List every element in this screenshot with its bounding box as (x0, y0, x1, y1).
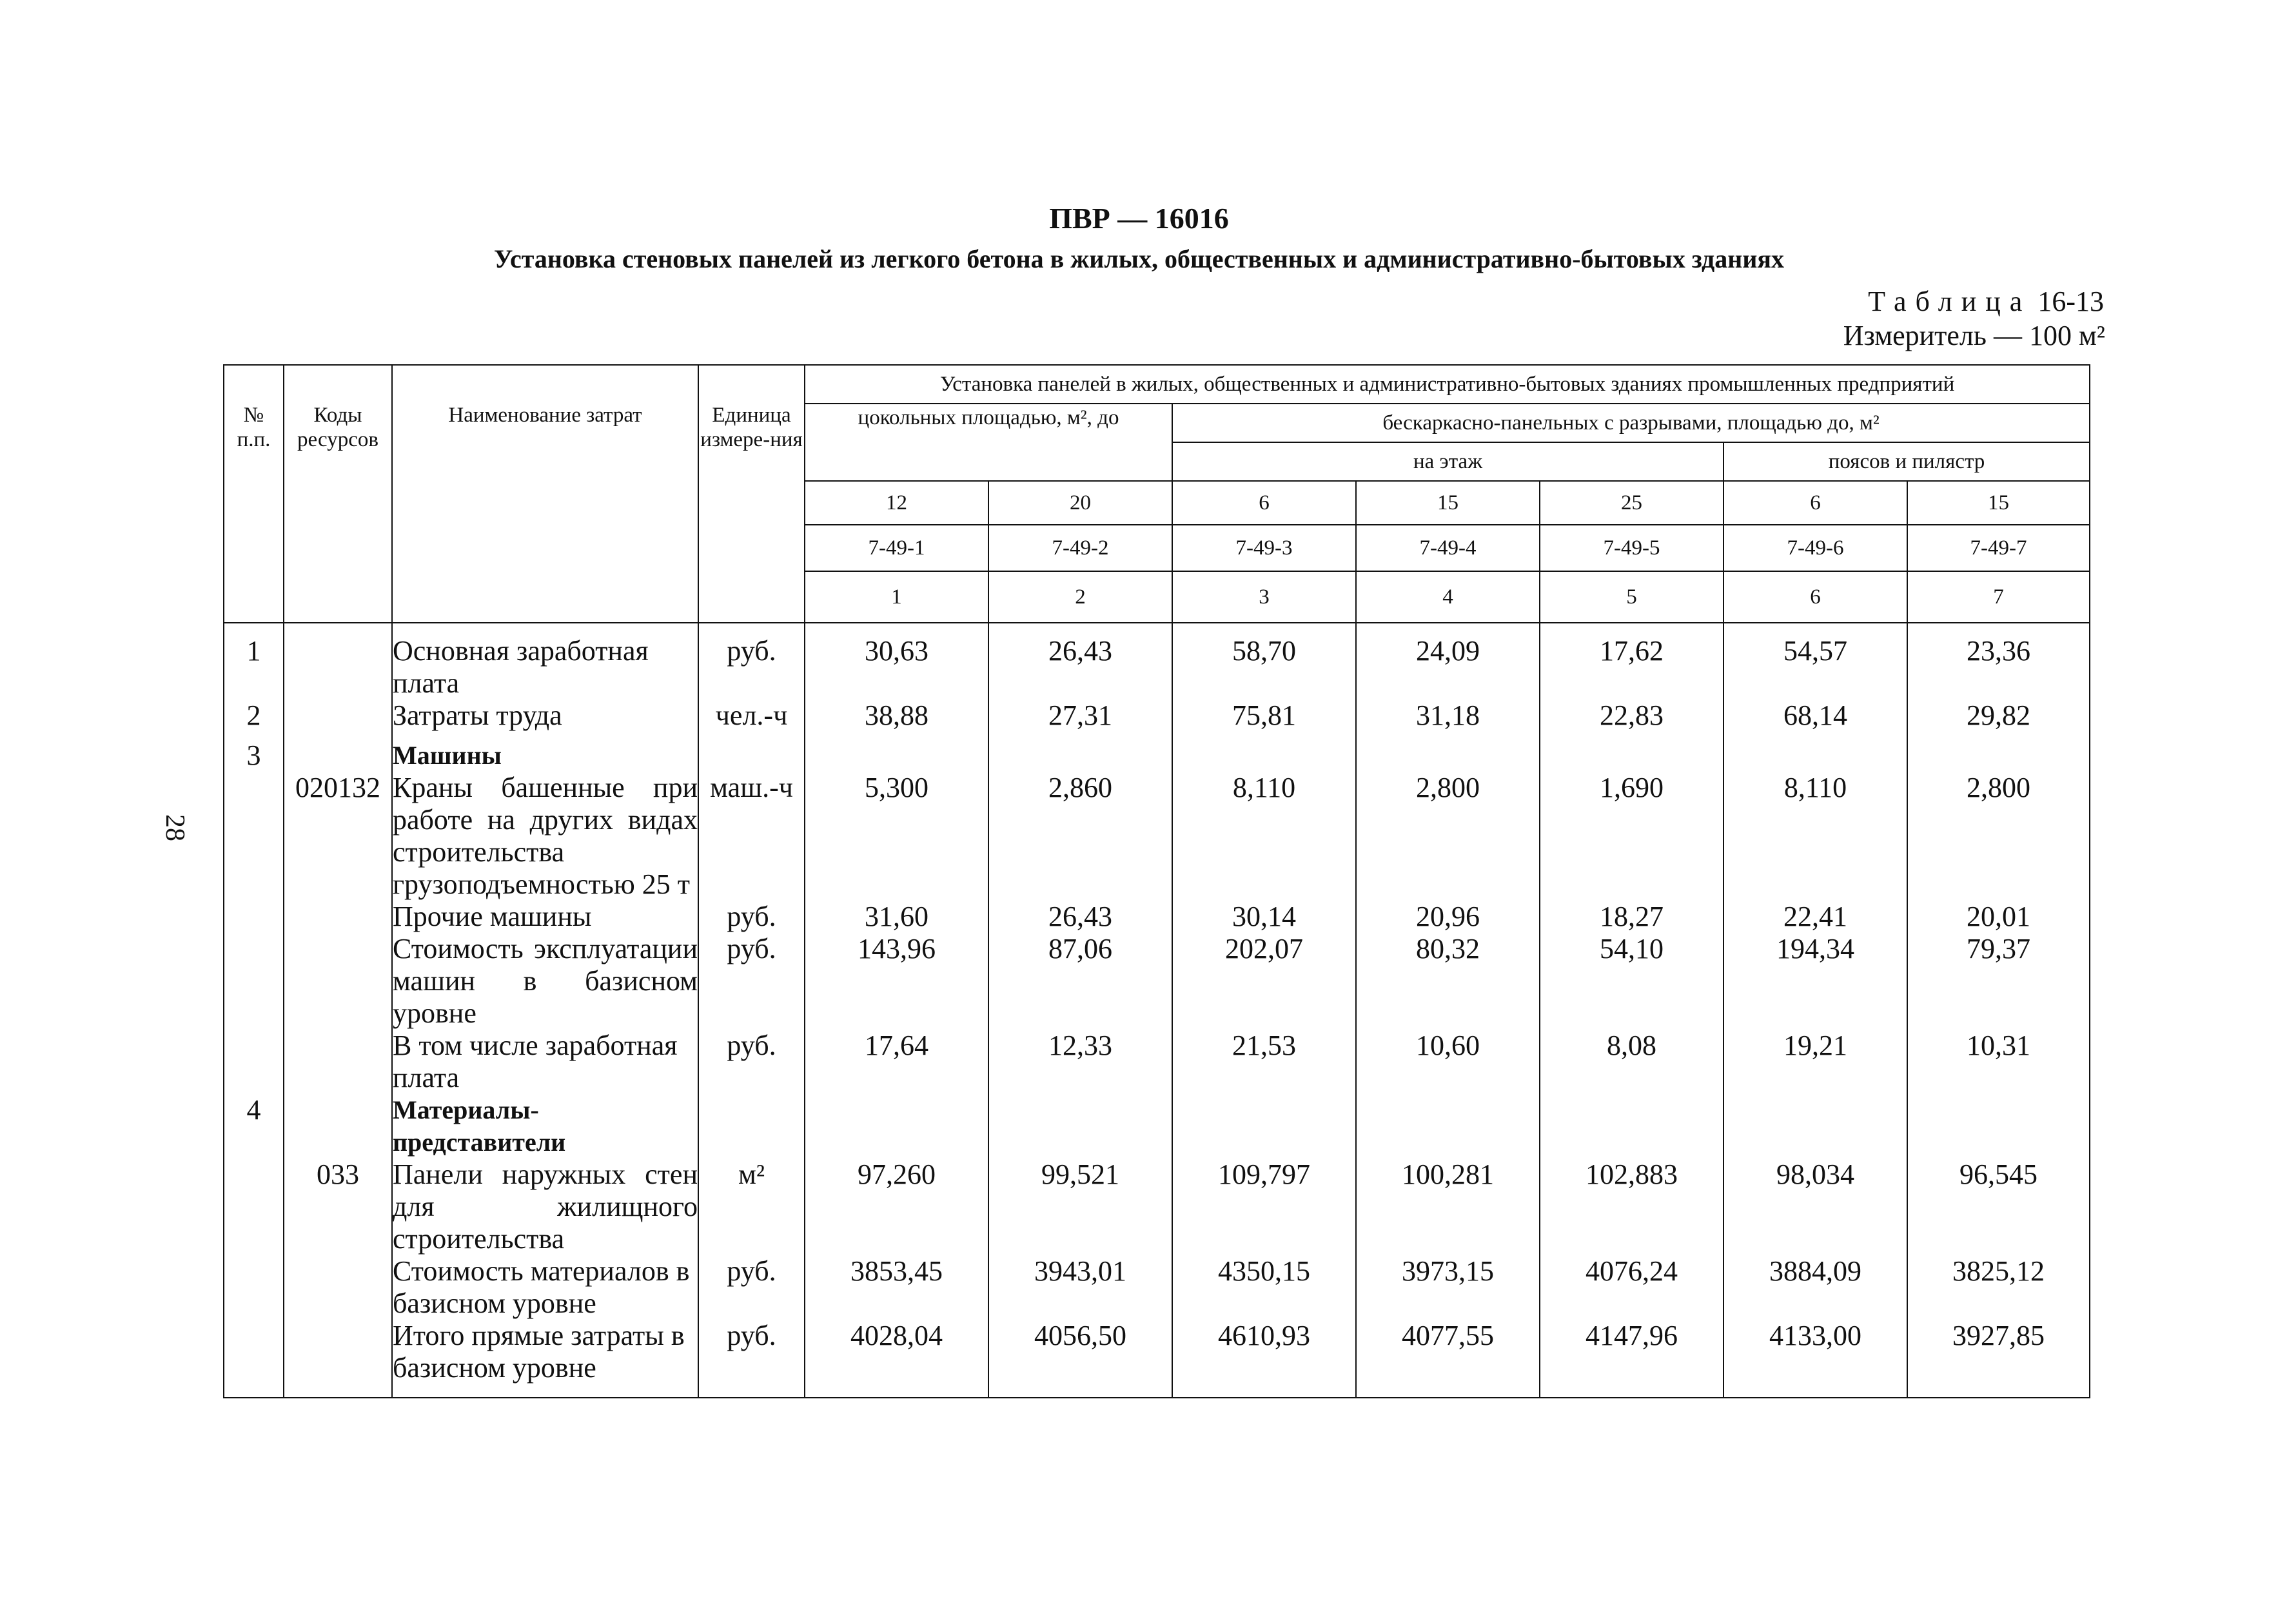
table-number: 16-13 (2037, 286, 2104, 317)
cost-value: 8,110 (1172, 772, 1356, 901)
cost-value: 21,53 (1172, 1030, 1356, 1094)
table-label (1868, 285, 2104, 318)
cost-unit: руб. (698, 1320, 805, 1398)
cost-unit (698, 732, 805, 772)
table-body (224, 623, 2090, 1398)
resource-code (284, 1320, 392, 1398)
header-size: 6 (1172, 481, 1356, 525)
cost-value (1723, 1094, 1907, 1159)
cost-value: 100,281 (1356, 1159, 1540, 1255)
cost-unit: чел.-ч (698, 699, 805, 732)
cost-value: 75,81 (1172, 699, 1356, 732)
cost-name: Основная заработная плата (392, 623, 698, 699)
cost-value (805, 732, 988, 772)
cost-value: 96,545 (1907, 1159, 2090, 1255)
cost-name: Материалы-представители (392, 1094, 698, 1159)
table-row (224, 732, 2090, 772)
cost-value: 3884,09 (1723, 1255, 1907, 1320)
measure-unit: Измеритель — 100 м² (1843, 320, 2105, 351)
cost-value: 30,14 (1172, 901, 1356, 933)
header-rate-code: 7-49-7 (1907, 525, 2090, 571)
cost-value: 26,43 (988, 623, 1172, 699)
cost-value: 10,31 (1907, 1030, 2090, 1094)
cost-value: 80,32 (1356, 933, 1540, 1030)
cost-value: 30,63 (805, 623, 988, 699)
cost-value: 5,300 (805, 772, 988, 901)
cost-value: 194,34 (1723, 933, 1907, 1030)
row-number: 4 (224, 1094, 284, 1159)
header-plinth: цокольных площадью, м², до (805, 404, 1172, 481)
header-frameless: бескаркасно-панельных с разрывами, площадью до, м² (1172, 404, 2090, 442)
document-title: Установка стеновых панелей из легкого бетона в жилых, общественных и административно-бытовых зданиях (493, 244, 1785, 273)
header-rate-code: 7-49-5 (1540, 525, 1723, 571)
resource-code (284, 732, 392, 772)
header-size: 6 (1723, 481, 1907, 525)
header-size: 15 (1907, 481, 2090, 525)
cost-value (1356, 732, 1540, 772)
cost-value: 4133,00 (1723, 1320, 1907, 1398)
cost-value: 23,36 (1907, 623, 2090, 699)
resource-code (284, 623, 392, 699)
cost-value: 4350,15 (1172, 1255, 1356, 1320)
cost-unit: руб. (698, 1255, 805, 1320)
table-row (224, 1094, 2090, 1159)
header-col-num: 3 (1172, 571, 1356, 623)
cost-value (1907, 1094, 2090, 1159)
cost-unit: руб. (698, 933, 805, 1030)
header-name: Наименование затрат (392, 365, 698, 623)
cost-name: Затраты труда (392, 699, 698, 732)
header-size: 12 (805, 481, 988, 525)
header-size: 15 (1356, 481, 1540, 525)
cost-value: 4077,55 (1356, 1320, 1540, 1398)
cost-value: 20,96 (1356, 901, 1540, 933)
cost-value: 31,60 (805, 901, 988, 933)
table-header (224, 365, 2090, 623)
cost-name: В том числе заработная плата (392, 1030, 698, 1094)
cost-value (1172, 1094, 1356, 1159)
header-rate-code: 7-49-3 (1172, 525, 1356, 571)
cost-name: Стоимость эксплуатации машин в базисном уровне (393, 933, 698, 1029)
resource-code (284, 1094, 392, 1159)
cost-value: 8,08 (1540, 1030, 1723, 1094)
cost-value: 19,21 (1723, 1030, 1907, 1094)
cost-value: 31,18 (1356, 699, 1540, 732)
table-row (224, 623, 2090, 699)
cost-value: 109,797 (1172, 1159, 1356, 1255)
row-number (224, 772, 284, 901)
cost-value: 38,88 (805, 699, 988, 732)
cost-value: 18,27 (1540, 901, 1723, 933)
header-size: 25 (1540, 481, 1723, 525)
cost-value: 4056,50 (988, 1320, 1172, 1398)
cost-value: 4147,96 (1540, 1320, 1723, 1398)
cost-unit: м² (698, 1159, 805, 1255)
cost-value: 27,31 (988, 699, 1172, 732)
cost-value (1540, 1094, 1723, 1159)
row-number: 3 (224, 732, 284, 772)
header-col-num: 5 (1540, 571, 1723, 623)
header-belts: поясов и пилястр (1723, 442, 2090, 481)
resource-code (284, 699, 392, 732)
cost-value: 4028,04 (805, 1320, 988, 1398)
cost-value: 3973,15 (1356, 1255, 1540, 1320)
header-col-num: 4 (1356, 571, 1540, 623)
table-row (224, 1320, 2090, 1398)
header-col-num: 7 (1907, 571, 2090, 623)
resource-code (284, 901, 392, 933)
row-number (224, 1159, 284, 1255)
header-size: 20 (988, 481, 1172, 525)
cost-unit: маш.-ч (698, 772, 805, 901)
cost-value: 17,64 (805, 1030, 988, 1094)
table-row (224, 699, 2090, 732)
cost-value: 10,60 (1356, 1030, 1540, 1094)
cost-value: 3825,12 (1907, 1255, 2090, 1320)
header-unit: Единица измере-ния (698, 365, 805, 623)
cost-value: 2,860 (988, 772, 1172, 901)
cost-value: 97,260 (805, 1159, 988, 1255)
resource-code: 033 (284, 1159, 392, 1255)
cost-value: 2,800 (1907, 772, 2090, 901)
row-number: 1 (224, 623, 284, 699)
cost-name: Стоимость материалов в базисном уровне (392, 1255, 698, 1320)
cost-unit (698, 1094, 805, 1159)
cost-value (1356, 1094, 1540, 1159)
cost-value (1540, 732, 1723, 772)
cost-value: 79,37 (1907, 933, 2090, 1030)
cost-value (1907, 732, 2090, 772)
resource-code (284, 933, 392, 1030)
document-code: ПВР — 16016 (1049, 202, 1229, 235)
header-rate-code: 7-49-1 (805, 525, 988, 571)
cost-unit: руб. (698, 1030, 805, 1094)
cost-value: 54,10 (1540, 933, 1723, 1030)
cost-value: 102,883 (1540, 1159, 1723, 1255)
row-number (224, 1030, 284, 1094)
row-number (224, 901, 284, 933)
header-per-floor: на этаж (1172, 442, 1723, 481)
header-col-num: 2 (988, 571, 1172, 623)
cost-value: 1,690 (1540, 772, 1723, 901)
row-number (224, 933, 284, 1030)
cost-value (1723, 732, 1907, 772)
page-number: 28 (160, 814, 190, 841)
cost-value: 8,110 (1723, 772, 1907, 901)
cost-value: 202,07 (1172, 933, 1356, 1030)
cost-value: 22,83 (1540, 699, 1723, 732)
header-rate-code: 7-49-6 (1723, 525, 1907, 571)
cost-value (988, 732, 1172, 772)
cost-value: 143,96 (805, 933, 988, 1030)
cost-value: 4076,24 (1540, 1255, 1723, 1320)
cost-value: 4610,93 (1172, 1320, 1356, 1398)
header-rate-code: 7-49-4 (1356, 525, 1540, 571)
cost-unit: руб. (698, 901, 805, 933)
header-group-title: Установка панелей в жилых, общественных и административно-бытовых зданиях промышленных предприятий (805, 365, 2090, 404)
cost-value: 24,09 (1356, 623, 1540, 699)
table-label-word: Таблица (1868, 286, 2032, 317)
cost-value: 58,70 (1172, 623, 1356, 699)
table-row (224, 1255, 2090, 1320)
header-col-num: 1 (805, 571, 988, 623)
header-col-num: 6 (1723, 571, 1907, 623)
header-codes: Коды ресурсов (284, 365, 392, 623)
cost-value: 2,800 (1356, 772, 1540, 901)
cost-value: 68,14 (1723, 699, 1907, 732)
table-row (224, 772, 2090, 901)
cost-name: Машины (392, 732, 698, 772)
cost-value: 29,82 (1907, 699, 2090, 732)
cost-value: 3853,45 (805, 1255, 988, 1320)
cost-value: 87,06 (988, 933, 1172, 1030)
cost-name: Панели наружных стен для жилищного строительства (393, 1159, 698, 1255)
header-rate-code: 7-49-2 (988, 525, 1172, 571)
cost-value: 17,62 (1540, 623, 1723, 699)
cost-value (805, 1094, 988, 1159)
cost-value: 98,034 (1723, 1159, 1907, 1255)
cost-table (223, 364, 2090, 1398)
cost-value: 26,43 (988, 901, 1172, 933)
table-row (224, 1159, 2090, 1255)
cost-value: 99,521 (988, 1159, 1172, 1255)
cost-value: 20,01 (1907, 901, 2090, 933)
cost-value: 3943,01 (988, 1255, 1172, 1320)
row-number: 2 (224, 699, 284, 732)
cost-name: Итого прямые затраты в базисном уровне (392, 1320, 698, 1398)
cost-name: Краны башенные при работе на других видах строительства грузоподъемностью 25 т (393, 772, 698, 900)
header-num: № п.п. (224, 365, 284, 623)
cost-value: 12,33 (988, 1030, 1172, 1094)
table-row (224, 1030, 2090, 1094)
table-row (224, 933, 2090, 1030)
cost-name: Прочие машины (392, 901, 698, 933)
resource-code (284, 1255, 392, 1320)
cost-value (988, 1094, 1172, 1159)
resource-code: 020132 (284, 772, 392, 901)
cost-value: 3927,85 (1907, 1320, 2090, 1398)
cost-value: 54,57 (1723, 623, 1907, 699)
row-number (224, 1255, 284, 1320)
cost-value (1172, 732, 1356, 772)
resource-code (284, 1030, 392, 1094)
cost-unit: руб. (698, 623, 805, 699)
cost-value: 22,41 (1723, 901, 1907, 933)
table-row (224, 901, 2090, 933)
row-number (224, 1320, 284, 1398)
